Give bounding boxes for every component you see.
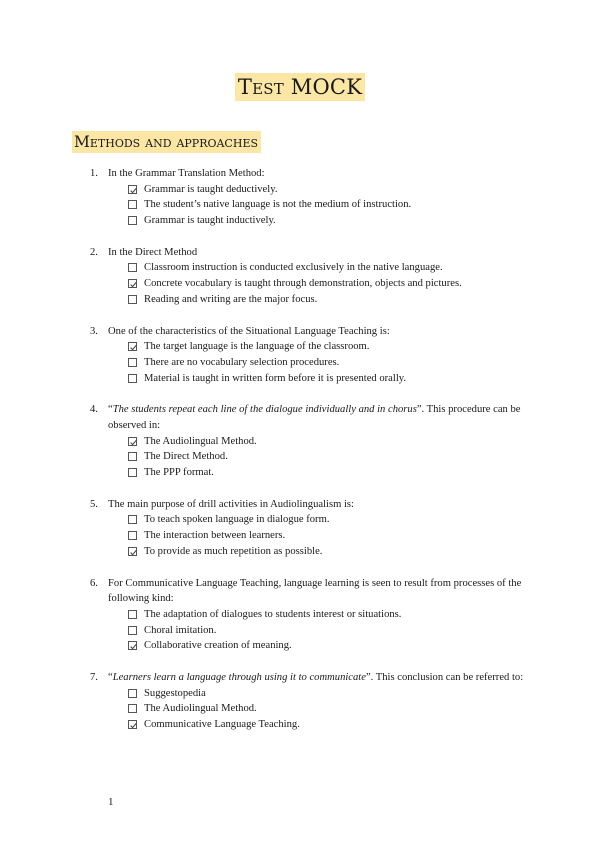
answer-option-label: To teach spoken language in dialogue form. [144, 514, 330, 526]
answer-option[interactable] [128, 434, 600, 450]
answer-option-label: The Audiolingual Method. [144, 703, 257, 715]
question-item [0, 245, 600, 308]
quote-open: “ [108, 404, 113, 416]
checkbox-icon[interactable] [128, 626, 137, 635]
checkbox-icon[interactable] [128, 216, 137, 225]
answer-option-label: Classroom instruction is conducted exclusively in the native language. [144, 262, 443, 274]
answer-option[interactable] [128, 449, 600, 465]
checkbox-icon[interactable] [128, 200, 137, 209]
answer-options [128, 182, 600, 229]
question-text [108, 402, 533, 433]
question-prompt: ”. This conclusion can be referred to: [365, 672, 524, 683]
answer-option[interactable] [128, 544, 600, 560]
answer-options [128, 260, 600, 307]
question-list [0, 166, 600, 749]
question-text: The main purpose of drill activities in Audiolingualism is: [108, 498, 354, 510]
checkbox-checked-icon[interactable] [128, 720, 137, 729]
answer-option[interactable] [128, 512, 600, 528]
answer-option[interactable] [128, 213, 600, 229]
answer-option[interactable] [128, 276, 600, 292]
question-number: 2. [90, 246, 98, 258]
checkbox-icon[interactable] [128, 689, 137, 698]
question-text: In the Direct Method [108, 246, 198, 258]
checkbox-icon[interactable] [128, 468, 137, 477]
answer-option-label: Collaborative creation of meaning. [144, 640, 292, 652]
section-heading: Methods and approaches [72, 131, 261, 153]
checkbox-icon[interactable] [128, 704, 137, 713]
answer-option-label: The student’s native language is not the medium of instruction. [144, 199, 412, 211]
page-number: 1 [108, 796, 114, 808]
quoted-statement: The students repeat each line of the dialogue individually and in chorus [112, 404, 417, 416]
answer-option[interactable] [128, 260, 600, 276]
answer-option-label: Grammar is taught inductively. [144, 215, 276, 227]
answer-option-label: Grammar is taught deductively. [144, 183, 278, 195]
question-item [0, 324, 600, 387]
answer-option-label: Reading and writing are the major focus. [144, 293, 318, 305]
answer-option-label: The interaction between learners. [144, 530, 286, 542]
quote-open: “ [108, 672, 113, 683]
title-wrapper [0, 73, 600, 101]
question-number: 1. [90, 168, 98, 179]
answer-option-label: There are no vocabulary selection procedures. [144, 356, 340, 368]
checkbox-checked-icon[interactable] [128, 342, 137, 351]
answer-option[interactable] [128, 638, 600, 654]
answer-option-label: The Audiolingual Method. [144, 435, 257, 447]
checkbox-checked-icon[interactable] [128, 547, 137, 556]
question-number: 5. [90, 498, 98, 510]
answer-option-label: Communicative Language Teaching. [144, 719, 300, 731]
answer-option[interactable] [128, 607, 600, 623]
checkbox-icon[interactable] [128, 358, 137, 367]
answer-option-label: The PPP format. [144, 467, 214, 479]
checkbox-icon[interactable] [128, 452, 137, 461]
question-text: For Communicative Language Teaching, language learning is seen to result from processes of the following kind: [108, 577, 522, 605]
checkbox-icon[interactable] [128, 374, 137, 383]
question-text: One of the characteristics of the Situational Language Teaching is: [108, 325, 390, 337]
answer-option[interactable] [128, 197, 600, 213]
answer-options [128, 686, 600, 733]
answer-option-label: The adaptation of dialogues to students interest or situations. [144, 608, 402, 620]
question-text: In the Grammar Translation Method: [108, 168, 265, 179]
answer-option[interactable] [128, 717, 600, 733]
answer-option[interactable] [128, 371, 600, 387]
question-text [108, 670, 533, 686]
answer-options [128, 512, 600, 559]
checkbox-icon[interactable] [128, 531, 137, 540]
answer-options [128, 607, 600, 654]
answer-option[interactable] [128, 701, 600, 717]
answer-option[interactable] [128, 686, 600, 702]
checkbox-icon[interactable] [128, 295, 137, 304]
answer-option-label: The target language is the language of the classroom. [144, 341, 370, 353]
answer-options [128, 434, 600, 481]
question-item [0, 576, 600, 654]
checkbox-checked-icon[interactable] [128, 185, 137, 194]
answer-option-label: Concrete vocabulary is taught through demonstration, objects and pictures. [144, 278, 462, 290]
checkbox-checked-icon[interactable] [128, 437, 137, 446]
answer-options [128, 339, 600, 386]
question-prompt: ”. This procedure can be observed in: [108, 404, 521, 431]
quoted-statement: Learners learn a language through using it to communicate [112, 672, 366, 683]
answer-option[interactable] [128, 355, 600, 371]
answer-option[interactable] [128, 339, 600, 355]
answer-option-label: Choral imitation. [144, 624, 217, 636]
answer-option-label: Suggestopedia [144, 687, 206, 699]
question-number: 4. [90, 404, 98, 416]
question-item [0, 670, 600, 733]
question-number: 3. [90, 325, 98, 337]
answer-option-label: The Direct Method. [144, 451, 228, 463]
document-title: Test MOCK [235, 73, 365, 101]
question-item [0, 166, 600, 229]
checkbox-checked-icon[interactable] [128, 641, 137, 650]
checkbox-checked-icon[interactable] [128, 279, 137, 288]
question-item [0, 402, 600, 480]
question-item [0, 497, 600, 560]
answer-option[interactable] [128, 292, 600, 308]
question-number: 7. [90, 672, 98, 683]
checkbox-icon[interactable] [128, 515, 137, 524]
answer-option[interactable] [128, 528, 600, 544]
checkbox-icon[interactable] [128, 610, 137, 619]
answer-option[interactable] [128, 623, 600, 639]
question-number: 6. [90, 577, 98, 589]
checkbox-icon[interactable] [128, 263, 137, 272]
answer-option[interactable] [128, 465, 600, 481]
answer-option-label: Material is taught in written form before it is presented orally. [144, 372, 407, 384]
answer-option-label: To provide as much repetition as possible. [144, 545, 323, 557]
answer-option[interactable] [128, 182, 600, 198]
